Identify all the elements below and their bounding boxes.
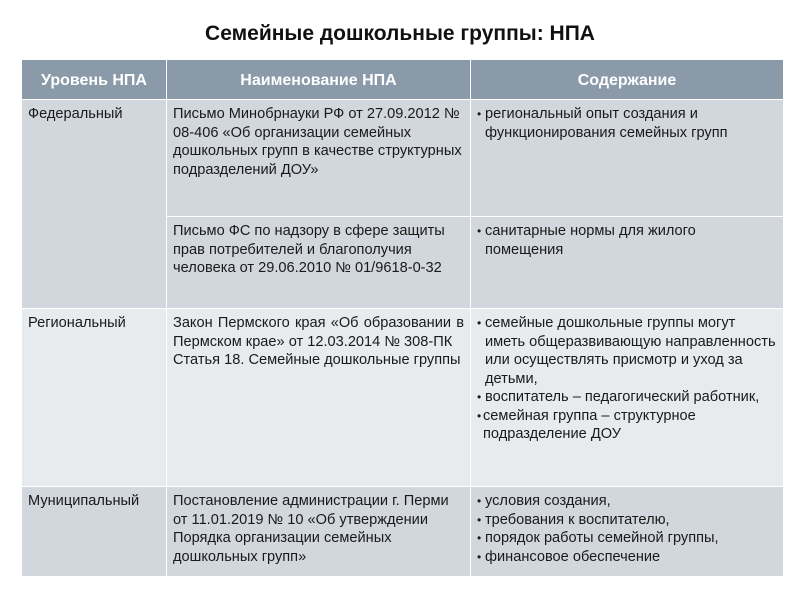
level-cell-regional: Региональный [22, 309, 167, 487]
table-header-row [22, 60, 784, 100]
content-item: • семейная группа – структурное подразделение ДОУ [477, 407, 777, 444]
doc-cell: Письмо ФС по надзору в сфере защиты прав потребителей и благополучия человека от 29.06.2010 № 01/9618-0-32 [167, 217, 471, 309]
table-row-municipal [22, 487, 784, 577]
content-item: • условия создания, [477, 492, 777, 511]
doc-cell [167, 309, 471, 487]
level-cell-federal: Федеральный [22, 100, 167, 309]
header-content: Содержание [471, 60, 784, 100]
header-level: Уровень НПА [22, 60, 167, 100]
table-row-regional [22, 309, 784, 487]
content-cell [471, 100, 784, 217]
content-cell [471, 309, 784, 487]
doc-cell: Письмо Минобрнауки РФ от 27.09.2012 № 08-406 «Об организации семейных дошкольных групп в качестве структурных подразделений ДОУ» [167, 100, 471, 217]
content-item: • региональный опыт создания и функционирования семейных групп [477, 105, 777, 142]
content-item: • порядок работы семейной группы, [477, 529, 777, 548]
slide-title: Семейные дошкольные группы: НПА [205, 22, 595, 45]
doc-cell: Постановление администрации г. Перми от 11.01.2019 № 10 «Об утверждении Порядка организации семейных дошкольных групп» [167, 487, 471, 577]
content-item: • семейные дошкольные группы могут иметь общеразвивающую направленность или осуществлять присмотр и уход за детьми, [477, 314, 777, 388]
content-item: • требования к воспитателю, [477, 511, 777, 530]
header-name: Наименование НПА [167, 60, 471, 100]
level-cell-municipal: Муниципальный [22, 487, 167, 577]
content-item: • финансовое обеспечение [477, 548, 777, 567]
table-row-federal-1 [22, 100, 784, 217]
content-item: • санитарные нормы для жилого помещения [477, 222, 777, 259]
doc-article: Статья 18. Семейные дошкольные группы [173, 352, 461, 368]
doc-text: Закон Пермского края «Об образовании в Пермском крае» от 12.03.2014 № 308-ПК [173, 315, 464, 350]
npa-table [21, 59, 784, 577]
content-cell [471, 217, 784, 309]
content-cell [471, 487, 784, 577]
content-item: • воспитатель – педагогический работник, [477, 388, 777, 407]
